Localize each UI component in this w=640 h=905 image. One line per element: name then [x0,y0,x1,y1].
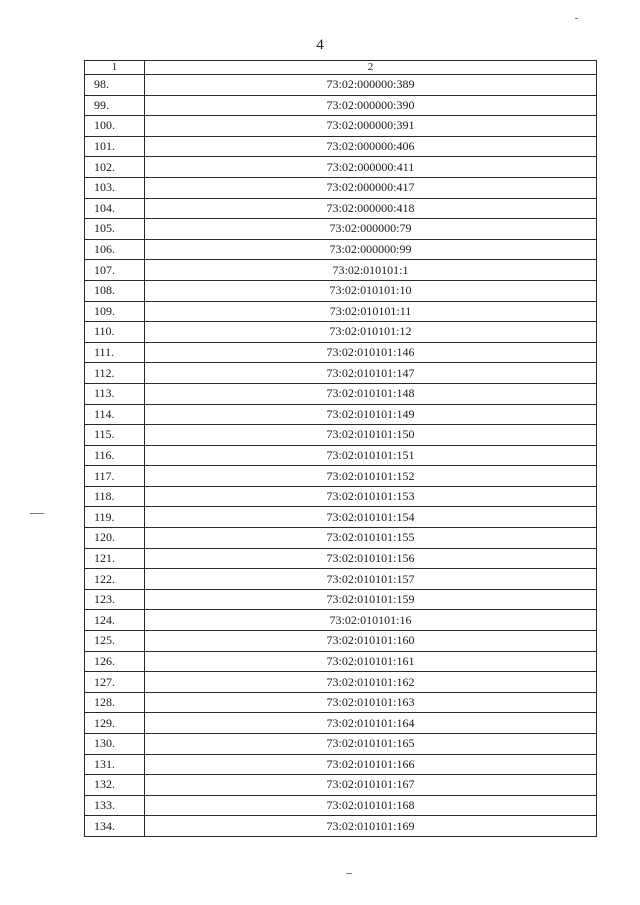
cadastral-number-cell: 73:02:010101:169 [145,816,597,837]
table-row [85,548,597,569]
table-row [85,260,597,281]
table-row [85,239,597,260]
row-number-cell: 116. [85,445,145,466]
row-number-cell: 115. [85,425,145,446]
header-row [85,61,597,75]
table-row [85,383,597,404]
cadastral-number-cell: 73:02:000000:406 [145,136,597,157]
cadastral-number-cell: 73:02:010101:152 [145,466,597,487]
cadastral-number-cell: 73:02:010101:10 [145,280,597,301]
table-row [85,177,597,198]
row-number-cell: 123. [85,589,145,610]
table-row [85,507,597,528]
column-header-cadastral-number: 2 [145,61,597,75]
row-number-cell: 119. [85,507,145,528]
cadastral-number-cell: 73:02:000000:389 [145,75,597,96]
cadastral-number-cell: 73:02:010101:155 [145,528,597,549]
row-number-cell: 124. [85,610,145,631]
cadastral-number-cell: 73:02:010101:12 [145,322,597,343]
cadastral-number-cell: 73:02:000000:79 [145,219,597,240]
row-number-cell: 122. [85,569,145,590]
cadastral-number-cell: 73:02:010101:153 [145,486,597,507]
table-row [85,322,597,343]
row-number-cell: 125. [85,631,145,652]
table-row [85,589,597,610]
row-number-cell: 120. [85,528,145,549]
cadastral-number-cell: 73:02:010101:147 [145,363,597,384]
row-number-cell: 112. [85,363,145,384]
row-number-cell: 99. [85,95,145,116]
row-number-cell: 128. [85,692,145,713]
table-row [85,75,597,96]
row-number-cell: 103. [85,177,145,198]
cadastral-number-cell: 73:02:000000:391 [145,116,597,137]
table-row [85,280,597,301]
table-row [85,157,597,178]
cadastral-number-cell: 73:02:010101:161 [145,651,597,672]
row-number-cell: 121. [85,548,145,569]
cadastral-number-cell: 73:02:010101:159 [145,589,597,610]
table-row [85,198,597,219]
table-row [85,734,597,755]
cadastral-number-cell: 73:02:010101:1 [145,260,597,281]
table-row [85,425,597,446]
table-header [85,61,597,75]
cadastral-number-cell: 73:02:010101:166 [145,754,597,775]
table-row [85,363,597,384]
row-number-cell: 127. [85,672,145,693]
row-number-cell: 111. [85,342,145,363]
table-row [85,528,597,549]
table-row [85,486,597,507]
cadastral-number-cell: 73:02:010101:16 [145,610,597,631]
scan-speck [575,18,578,19]
cadastral-number-cell: 73:02:010101:156 [145,548,597,569]
row-number-cell: 107. [85,260,145,281]
row-number-cell: 130. [85,734,145,755]
cadastral-number-cell: 73:02:010101:164 [145,713,597,734]
cadastral-number-cell: 73:02:010101:162 [145,672,597,693]
cadastral-number-cell: 73:02:010101:149 [145,404,597,425]
row-number-cell: 109. [85,301,145,322]
cadastral-number-cell: 73:02:010101:160 [145,631,597,652]
table-row [85,445,597,466]
row-number-cell: 126. [85,651,145,672]
cadastral-number-cell: 73:02:010101:163 [145,692,597,713]
table-row [85,219,597,240]
table-row [85,775,597,796]
table-row [85,610,597,631]
row-number-cell: 131. [85,754,145,775]
cadastral-number-cell: 73:02:010101:11 [145,301,597,322]
cadastral-number-cell: 73:02:010101:165 [145,734,597,755]
table-row [85,754,597,775]
row-number-cell: 102. [85,157,145,178]
page-number: 4 [316,37,324,53]
table-row [85,795,597,816]
table-row [85,404,597,425]
cadastral-number-cell: 73:02:000000:99 [145,239,597,260]
scan-speck [30,513,44,514]
row-number-cell: 113. [85,383,145,404]
row-number-cell: 118. [85,486,145,507]
row-number-cell: 117. [85,466,145,487]
cadastral-number-cell: 73:02:010101:150 [145,425,597,446]
cadastral-number-cell: 73:02:010101:146 [145,342,597,363]
cadastral-number-cell: 73:02:000000:411 [145,157,597,178]
table-row [85,301,597,322]
cadastral-number-cell: 73:02:010101:167 [145,775,597,796]
row-number-cell: 134. [85,816,145,837]
cadastral-number-cell: 73:02:010101:168 [145,795,597,816]
row-number-cell: 98. [85,75,145,96]
row-number-cell: 132. [85,775,145,796]
row-number-cell: 105. [85,219,145,240]
table-row [85,136,597,157]
table-row [85,116,597,137]
cadastral-number-cell: 73:02:010101:151 [145,445,597,466]
table-row [85,342,597,363]
column-header-number: 1 [85,61,145,75]
row-number-cell: 133. [85,795,145,816]
table-row [85,569,597,590]
row-number-cell: 108. [85,280,145,301]
table-body [85,75,597,837]
row-number-cell: 104. [85,198,145,219]
table-row [85,672,597,693]
row-number-cell: 106. [85,239,145,260]
table-row [85,466,597,487]
row-number-cell: 100. [85,116,145,137]
row-number-cell: 114. [85,404,145,425]
table-row [85,95,597,116]
table-row [85,692,597,713]
table-row [85,631,597,652]
cadastral-number-cell: 73:02:010101:157 [145,569,597,590]
cadastral-number-cell: 73:02:010101:154 [145,507,597,528]
cadastral-number-cell: 73:02:000000:417 [145,177,597,198]
row-number-cell: 101. [85,136,145,157]
scan-speck [346,873,352,874]
cadastral-number-cell: 73:02:000000:418 [145,198,597,219]
row-number-cell: 110. [85,322,145,343]
table-row [85,651,597,672]
registry-table [84,60,597,837]
table-row [85,816,597,837]
row-number-cell: 129. [85,713,145,734]
cadastral-number-cell: 73:02:000000:390 [145,95,597,116]
table-row [85,713,597,734]
cadastral-number-cell: 73:02:010101:148 [145,383,597,404]
